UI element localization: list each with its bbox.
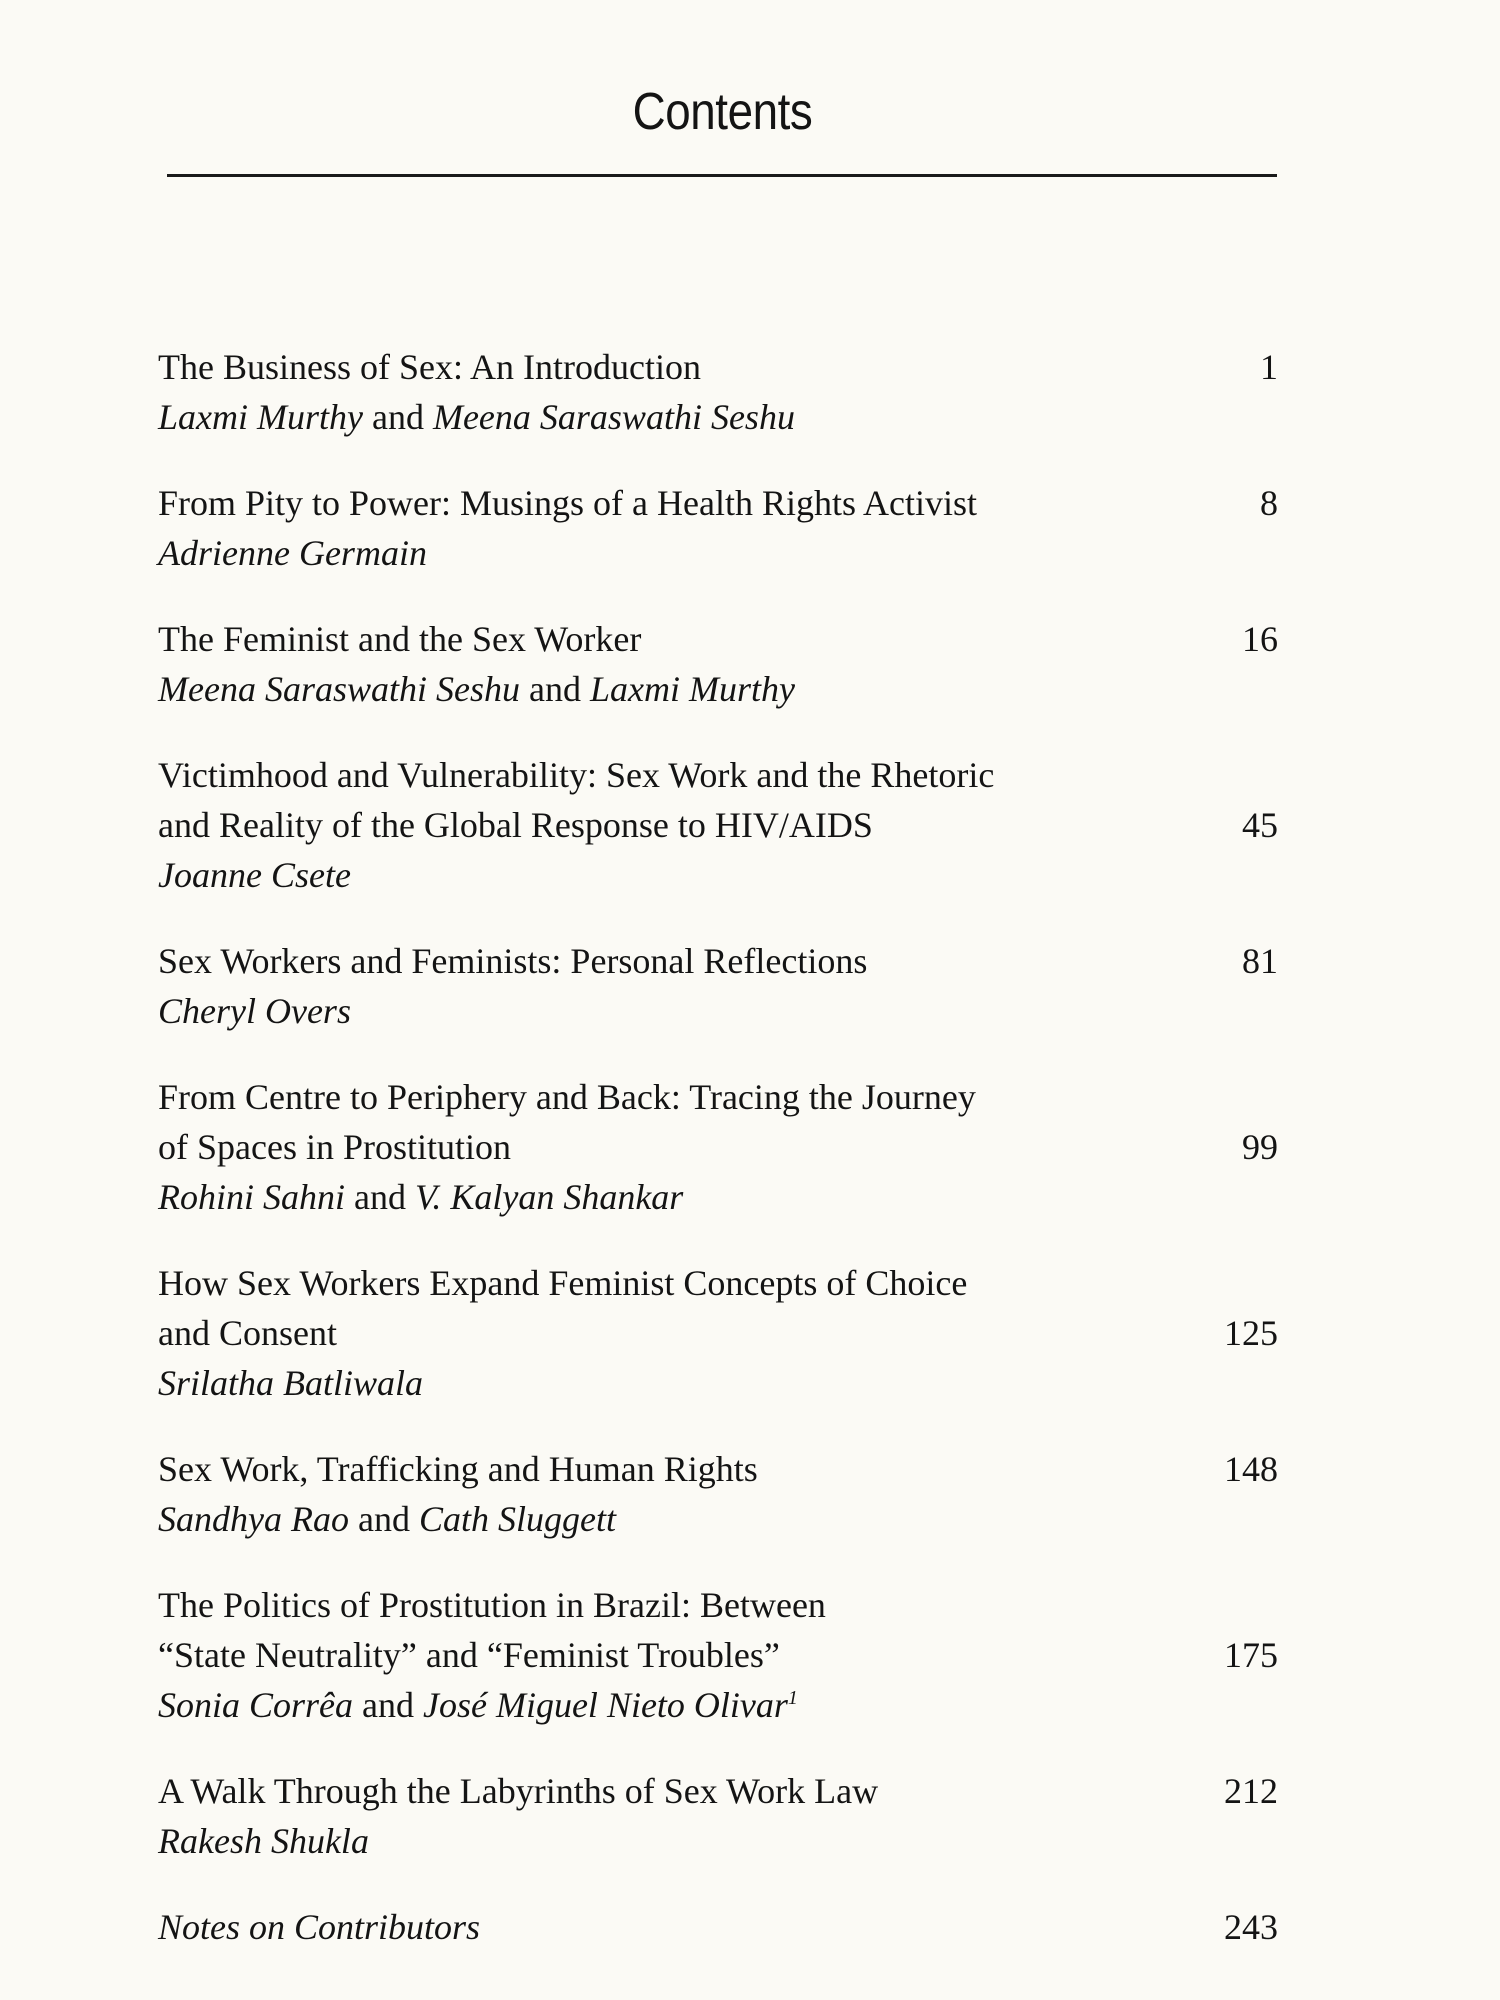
toc-entry[interactable] xyxy=(158,1072,1278,1222)
toc-entry[interactable] xyxy=(158,1580,1278,1730)
entry-page-number: 45 xyxy=(1242,805,1278,845)
title-rule xyxy=(167,174,1277,177)
toc-entry[interactable] xyxy=(158,1258,1278,1408)
author-name: Srilatha Batliwala xyxy=(158,1363,424,1403)
entry-page-number: 243 xyxy=(1224,1907,1278,1947)
entry-authors xyxy=(158,1816,1278,1866)
entry-title: A Walk Through the Labyrinths of Sex Work Law xyxy=(158,1771,879,1811)
entry-authors xyxy=(158,1680,1278,1730)
toc-entry[interactable] xyxy=(158,1444,1278,1544)
entry-title: Notes on Contributors xyxy=(158,1907,481,1947)
entry-title: From Centre to Periphery and Back: Tracing the Journey of Spaces in Prostitution xyxy=(158,1077,976,1167)
entry-authors xyxy=(158,528,1278,578)
author-name: Laxmi Murthy xyxy=(589,669,795,709)
author-name: Rohini Sahni xyxy=(158,1177,345,1217)
entry-authors xyxy=(158,392,1278,442)
page-title: Contents xyxy=(632,83,813,141)
author-connector: and xyxy=(353,1685,423,1725)
toc-entry[interactable] xyxy=(158,614,1278,714)
entry-title: The Politics of Prostitution in Brazil: Between “State Neutrality” and “Feminist Troubles” xyxy=(158,1585,826,1675)
entry-authors xyxy=(158,1494,1278,1544)
entry-page-number: 175 xyxy=(1224,1635,1278,1675)
author-name: Joanne Csete xyxy=(158,855,351,895)
entry-page-number: 8 xyxy=(1260,483,1278,523)
entry-page-number: 16 xyxy=(1242,619,1278,659)
entry-title: The Feminist and the Sex Worker xyxy=(158,619,642,659)
author-name: Rakesh Shukla xyxy=(158,1821,369,1861)
entry-title: The Business of Sex: An Introduction xyxy=(158,347,701,387)
author-connector: and xyxy=(362,397,433,437)
entry-title: From Pity to Power: Musings of a Health Rights Activist xyxy=(158,483,978,523)
author-name: V. Kalyan Shankar xyxy=(414,1177,684,1217)
author-name: Meena Saraswathi Seshu xyxy=(432,397,795,437)
entry-page-number: 1 xyxy=(1260,347,1278,387)
entry-authors xyxy=(158,986,1278,1036)
author-name: Laxmi Murthy xyxy=(158,397,363,437)
entry-authors xyxy=(158,1172,1278,1222)
entry-title: Sex Workers and Feminists: Personal Reflections xyxy=(158,941,868,981)
author-name: Cath Sluggett xyxy=(418,1499,616,1539)
footnote-mark: 1 xyxy=(787,1687,798,1709)
author-name: Adrienne Germain xyxy=(158,533,427,573)
entry-page-number: 125 xyxy=(1224,1313,1278,1353)
author-connector: and xyxy=(519,669,590,709)
toc-entry-notes[interactable] xyxy=(158,1902,1278,1952)
entry-title: Sex Work, Trafficking and Human Rights xyxy=(158,1449,758,1489)
toc-entry[interactable] xyxy=(158,936,1278,1036)
entry-page-number: 81 xyxy=(1242,941,1278,981)
author-name: Sandhya Rao xyxy=(158,1499,349,1539)
author-connector: and xyxy=(345,1177,415,1217)
entry-page-number: 212 xyxy=(1224,1771,1278,1811)
author-name: José Miguel Nieto Olivar xyxy=(423,1685,788,1725)
toc-entry[interactable] xyxy=(158,342,1278,442)
toc-entry[interactable] xyxy=(158,478,1278,578)
entry-page-number: 99 xyxy=(1242,1127,1278,1167)
toc-entry[interactable] xyxy=(158,750,1278,900)
toc-entry[interactable] xyxy=(158,1766,1278,1866)
entry-page-number: 148 xyxy=(1224,1449,1278,1489)
entry-authors xyxy=(158,1358,1278,1408)
entry-authors xyxy=(158,664,1278,714)
author-name: Sonia Corrêa xyxy=(158,1685,354,1725)
entry-title: Victimhood and Vulnerability: Sex Work and the Rhetoric and Reality of the Global Response to HIV/AIDS xyxy=(158,755,995,845)
author-connector: and xyxy=(348,1499,419,1539)
entry-title: How Sex Workers Expand Feminist Concepts of Choice and Consent xyxy=(158,1263,968,1353)
author-name: Cheryl Overs xyxy=(158,991,351,1031)
entry-authors xyxy=(158,850,1278,900)
author-name: Meena Saraswathi Seshu xyxy=(158,669,520,709)
